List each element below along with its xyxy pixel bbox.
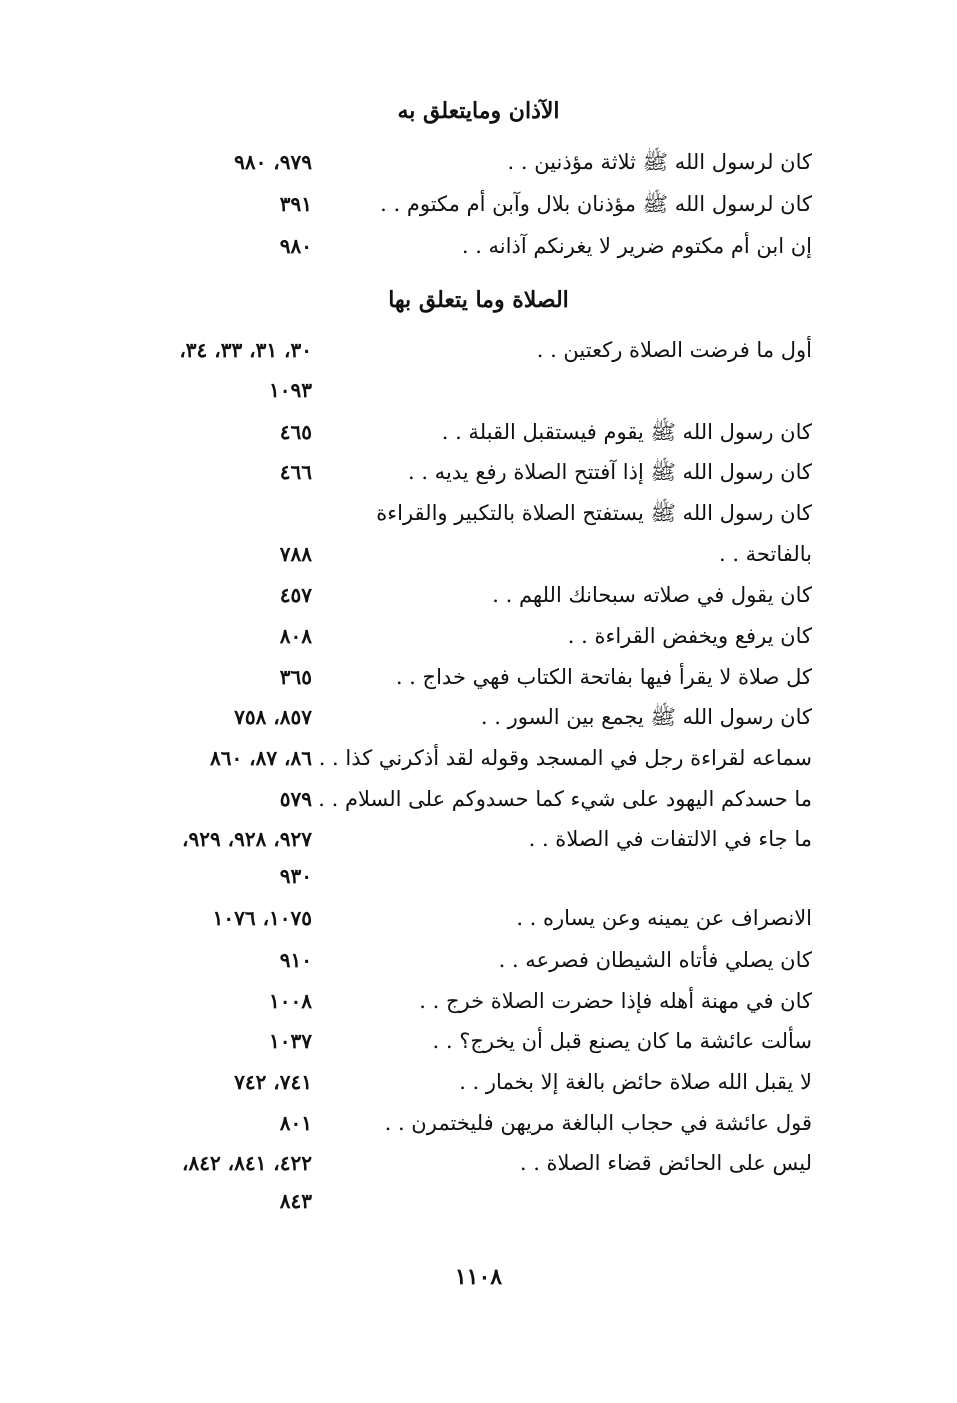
entry-page-refs: ٨٠٨ [279,624,312,648]
entry-text: سألت عائشة ما كان يصنع قبل أن يخرج؟ . . [432,1029,812,1053]
list-item [0,898,957,938]
entry-page-refs: ٤٢٢، ٨٤١، ٨٤٢، [181,1151,312,1175]
entry-text: سماعه لقراءة رجل في المسجد وقوله لقد أذكرني كذا . . [318,746,812,770]
list-item [0,1021,957,1061]
list-item [0,412,957,452]
list-item [0,534,957,574]
entry-page-refs: ٩٢٧، ٩٢٨، ٩٢٩، [181,827,312,851]
entry-text: كان يصلي فأتاه الشيطان فصرعه . . [498,948,812,972]
entry-text: إن ابن أم مكتوم ضرير لا يغرنكم آذانه . . [461,234,812,258]
entry-page-refs: ١٠٠٨ [269,989,312,1013]
entry-page-refs: ٨٦، ٨٧، ٨٦٠ [209,746,312,770]
entry-text: كان رسول الله ﷺ يجمع بين السور . . [480,705,812,729]
section-title-adhan: الآذان ومايتعلق به [397,98,560,124]
entry-text: لا يقبل الله صلاة حائض بالغة إلا بخمار . . [459,1070,812,1094]
list-item [0,142,957,182]
list-item [0,370,957,410]
list-item [0,1062,957,1102]
entry-page-refs: ٣٦٥ [279,665,312,689]
section-title-salah: الصلاة وما يتعلق بها [388,287,569,313]
entry-text: كان في مهنة أهله فإذا حضرت الصلاة خرج . . [419,989,812,1013]
entry-page-refs: ١٠٣٧ [269,1029,312,1053]
entry-page-refs: ٩٣٠ [279,864,312,888]
list-item [0,819,957,859]
entry-text: الانصراف عن يمينه وعن يساره . . [516,906,812,930]
entry-text: كان رسول الله ﷺ إذا آفتتح الصلاة رفع يديه . . [407,460,812,484]
list-item [0,1143,957,1183]
list-item [0,738,957,778]
entry-text: كان يقول في صلاته سبحانك اللهم . . [492,583,812,607]
list-item [0,981,957,1021]
entry-text: كان لرسول الله ﷺ مؤذنان بلال وآبن أم مكتوم . . [380,192,812,216]
entry-text: أول ما فرضت الصلاة ركعتين . . [536,338,812,362]
list-item [0,493,957,533]
entry-text: ليس على الحائض قضاء الصلاة . . [519,1151,812,1175]
list-item [0,616,957,656]
list-item [0,856,957,896]
list-item [0,575,957,615]
entry-text: كان رسول الله ﷺ يستفتح الصلاة بالتكبير والقراءة [376,501,812,525]
entry-page-refs: ٧٤١، ٧٤٢ [234,1070,312,1094]
entry-text: ما جاء في الالتفات في الصلاة . . [528,827,812,851]
entry-page-refs: ١٠٧٥، ١٠٧٦ [212,906,312,930]
list-item [0,657,957,697]
entry-page-refs: ٥٧٩ [279,787,312,811]
page-number: ١١٠٨ [454,1264,503,1290]
entry-page-refs: ٨٥٧، ٧٥٨ [234,705,312,729]
entry-page-refs: ٩٧٩، ٩٨٠ [234,150,312,174]
entry-page-refs: ٣٩١ [279,192,312,216]
list-item [0,226,957,266]
entry-text: كان يرفع ويخفض القراءة . . [567,624,812,648]
list-item [0,1103,957,1143]
entry-text: ما حسدكم اليهود على شيء كما حسدوكم على السلام . . [318,787,812,811]
entry-page-refs: ٤٦٦ [279,460,312,484]
entry-page-refs: ٩٨٠ [279,234,312,258]
list-item [0,452,957,492]
list-item [0,779,957,819]
list-item [0,940,957,980]
entry-text: كان لرسول الله ﷺ ثلاثة مؤذنين . . [507,150,812,174]
list-item [0,184,957,224]
entry-text: كان رسول الله ﷺ يقوم فيستقبل القبلة . . [441,420,812,444]
entry-text: كل صلاة لا يقرأ فيها بفاتحة الكتاب فهي خداج . . [395,665,812,689]
entry-text: بالفاتحة . . [718,542,812,566]
entry-page-refs: ٣٠، ٣١، ٣٣، ٣٤، [179,338,312,362]
entry-text: قول عائشة في حجاب البالغة مريهن فليختمرن . . [384,1111,812,1135]
entry-page-refs: ٨٠١ [279,1111,312,1135]
entry-page-refs: ٤٦٥ [279,420,312,444]
entry-page-refs: ٤٥٧ [279,583,312,607]
entry-page-refs: ٩١٠ [279,948,312,972]
list-item [0,330,957,370]
list-item [0,697,957,737]
entry-page-refs: ١٠٩٣ [269,378,312,402]
list-item [0,1181,957,1221]
entry-page-refs: ٨٤٣ [279,1189,312,1213]
entry-page-refs: ٧٨٨ [279,542,312,566]
